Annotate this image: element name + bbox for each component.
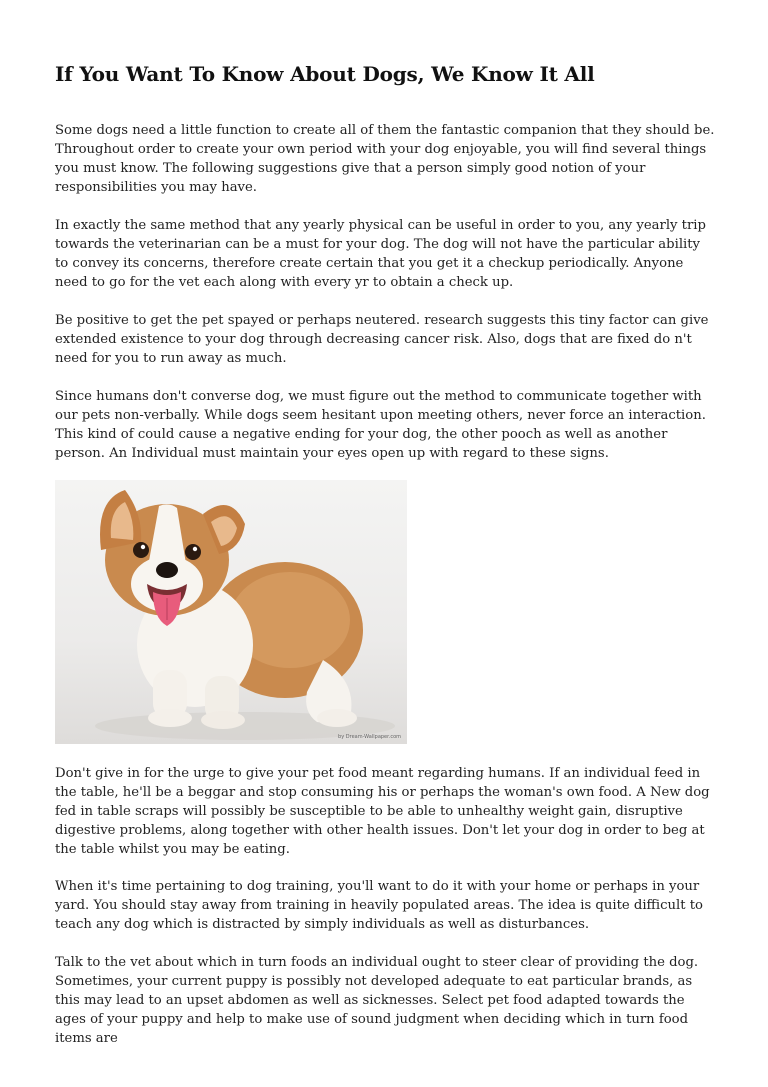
paragraph-7: Talk to the vet about which in turn foods an individual ought to steer clear of providing the dog. Sometimes, your current puppy is possibly not developed adequate to eat particular brands, as this may lead to an upset abdomen as well as sicknesses. Select pet food adapted towards the ages of your puppy and help to make use of sound judgment when deciding which in turn food items are	[55, 955, 699, 1046]
corgi-puppy-photo	[55, 480, 407, 744]
paragraph-3: Be positive to get the pet spayed or perhaps neutered. research suggests this tiny factor can give extended existence to your dog through decreasing cancer risk. Also, dogs that are fixed do n't need for you to run away as much.	[55, 313, 709, 366]
paragraph-4: Since humans don't converse dog, we must figure out the method to communicate together with our pets non-verbally. While dogs seem hesitant upon meeting others, never force an interaction. This kind of could cause a negative ending for your dog, the other pooch as well as another person. An Individual must maintain your eyes open up with regard to these signs.	[55, 389, 706, 461]
paragraph-5: Don't give in for the urge to give your pet food meant regarding humans. If an individual feed in the table, he'll be a beggar and stop consuming his or perhaps the woman's own food. A New dog fed in table scraps will possibly be susceptible to be able to unhealthy weight gain, disruptive digestive problems, along together with other health issues. Don't let your dog in order to beg at the table whilst you may be eating.	[55, 766, 710, 857]
document-page	[55, 60, 715, 1046]
photo-credit: by Dream-Wallpaper.com	[338, 734, 401, 740]
paragraph-2: In exactly the same method that any yearly physical can be useful in order to you, any yearly trip towards the veterinarian can be a must for your dog. The dog will not have the particular ability to convey its concerns, therefore create certain that you get it a checkup periodically. Anyone need to go for the vet each along with every yr to obtain a check up.	[55, 218, 706, 290]
paragraph-6: When it's time pertaining to dog training, you'll want to do it with your home or perhaps in your yard. You should stay away from training in heavily populated areas. The idea is quite difficult to teach any dog which is distracted by simply individuals as well as disturbances.	[55, 879, 703, 932]
paragraph-1: Some dogs need a little function to create all of them the fantastic companion that they should be. Throughout order to create your own period with your dog enjoyable, you will find several things you must know. The following suggestions give that a person simply good notion of your responsibilities you may have.	[55, 123, 715, 195]
article-title: If You Want To Know About Dogs, We Know It All	[55, 62, 595, 86]
corgi-puppy-illustration	[55, 480, 407, 744]
